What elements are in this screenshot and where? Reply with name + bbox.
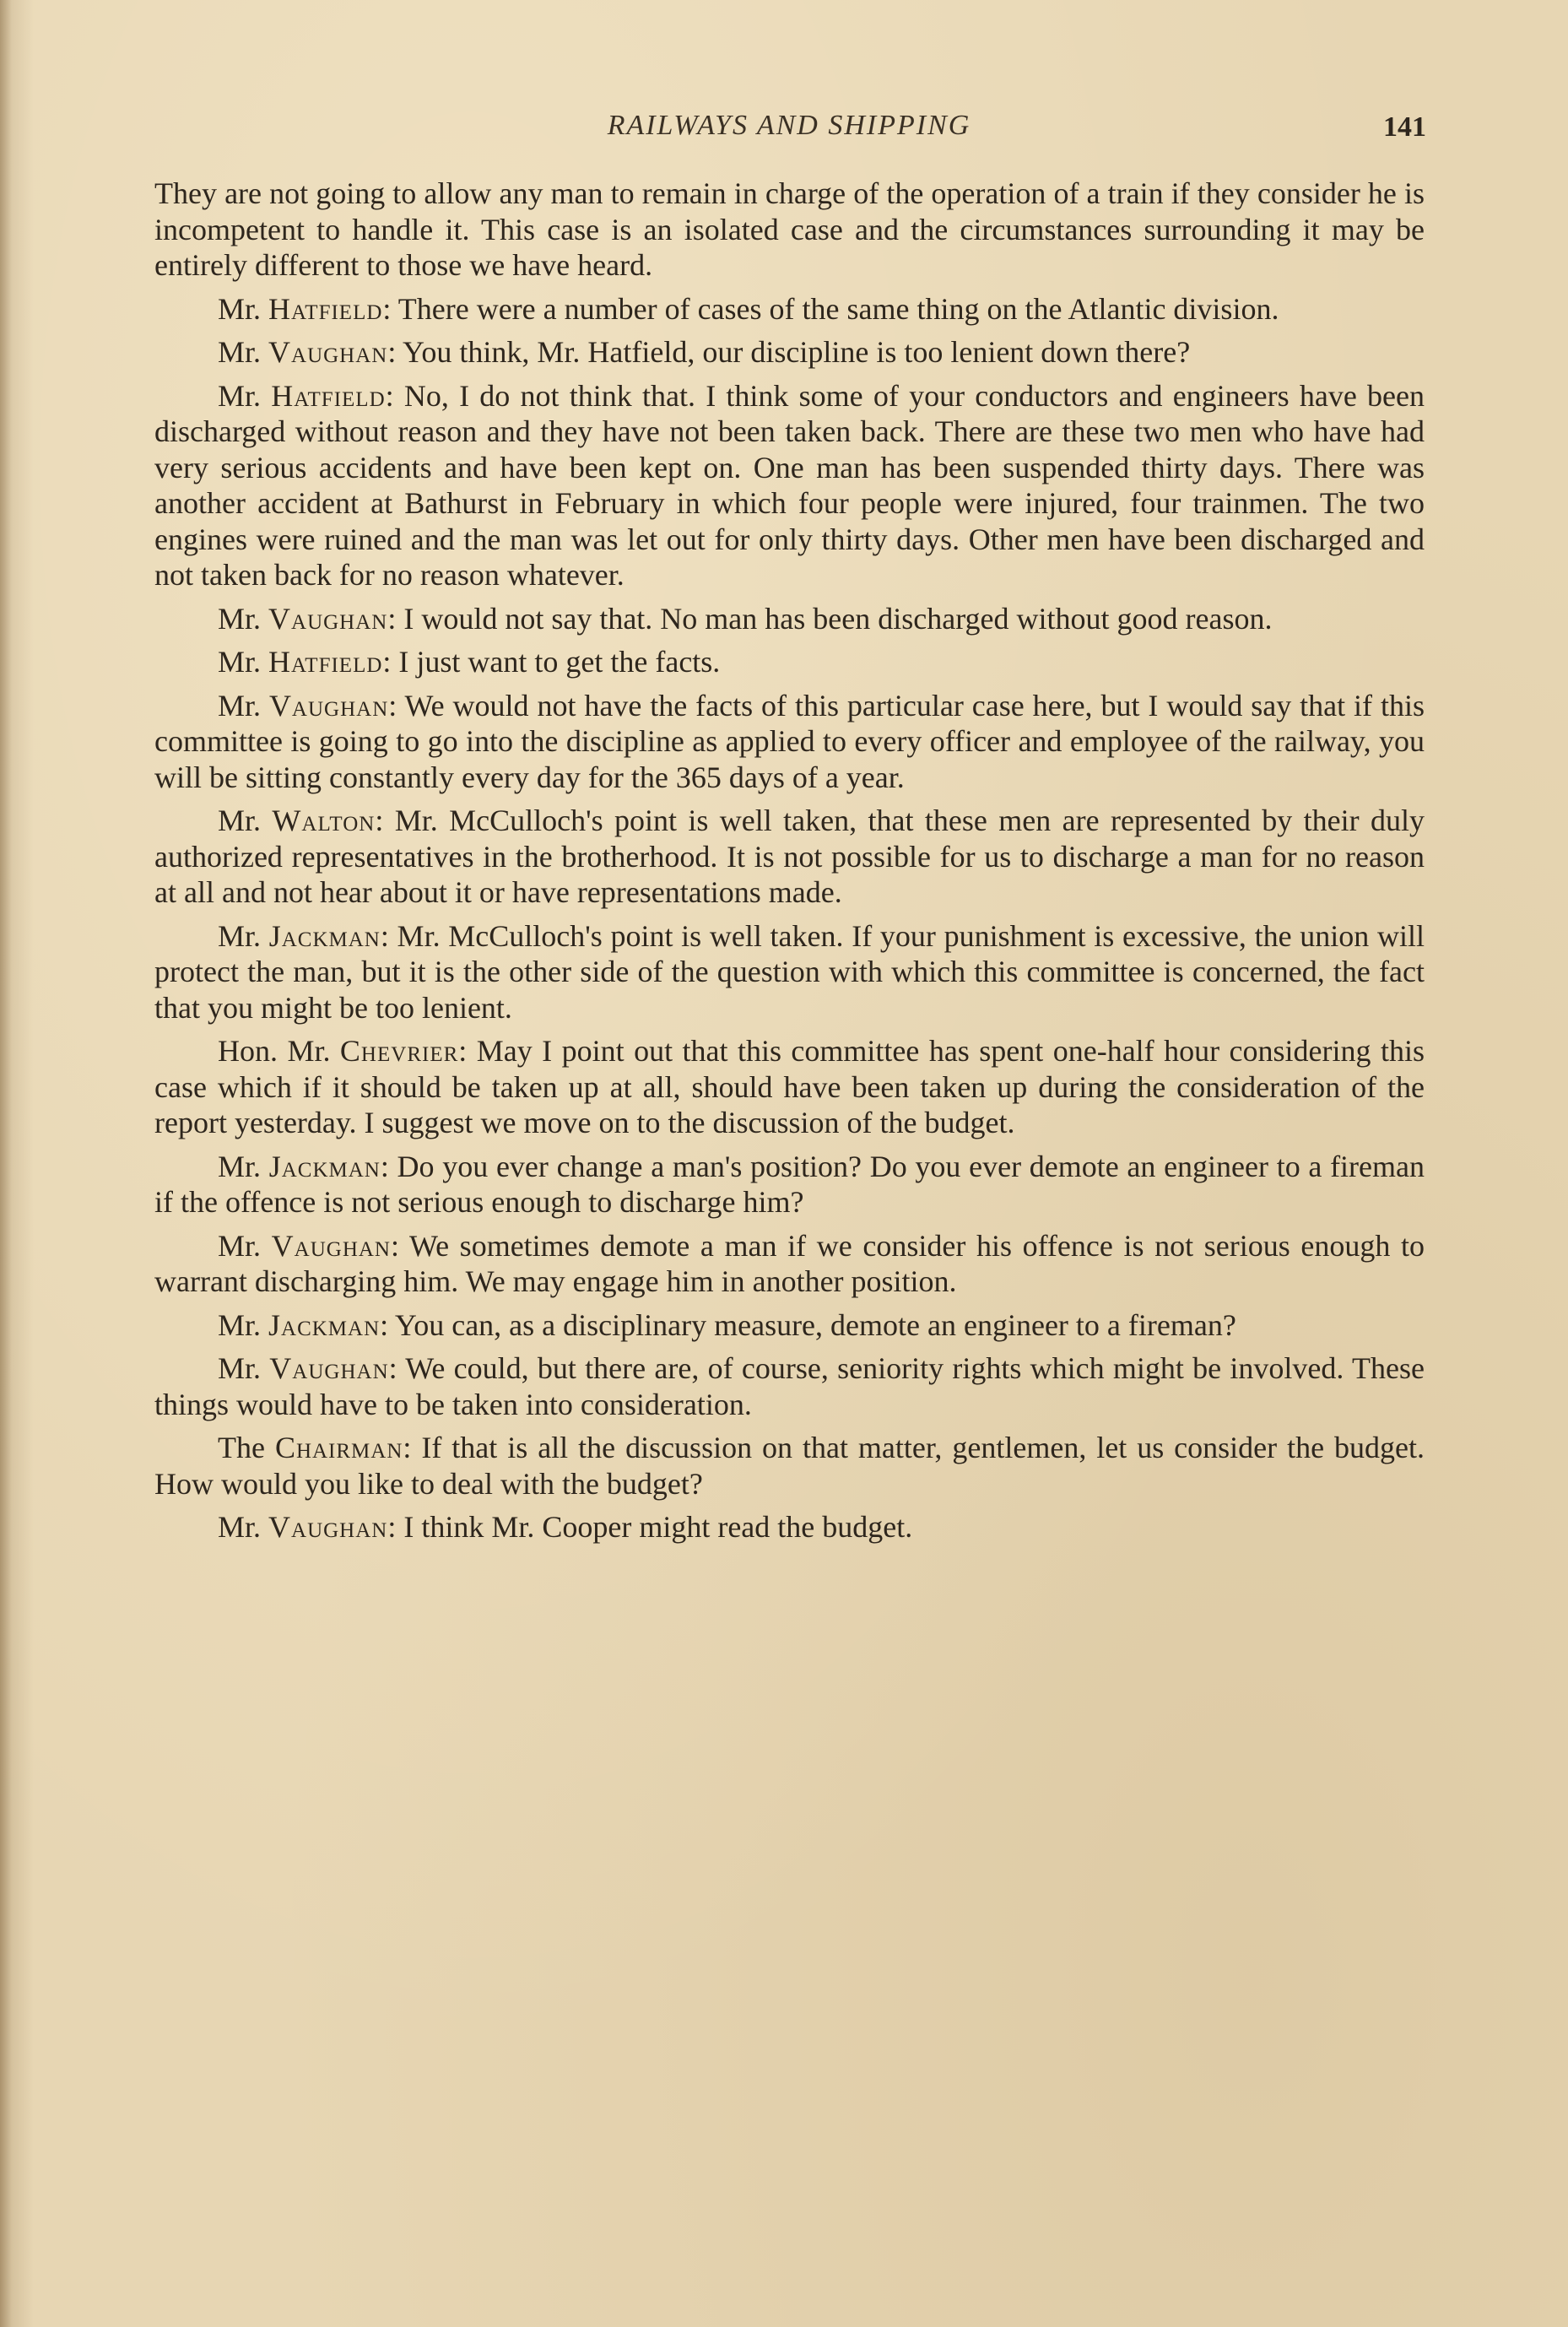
paragraph-text: : We would not have the facts of this particular case here, but I would say that if this committee is going to go into the discipline as applied to every officer and employee of the railway, you will be sitting constantly every day for the 365 days of a year. xyxy=(154,688,1425,794)
body-text xyxy=(154,176,1425,1553)
paragraph-text: They are not going to allow any man to remain in charge of the operation of a train if they consider he is incompetent to handle it. This case is an isolated case and the circumstances surrounding it may be entirely different to those we have heard. xyxy=(154,176,1425,282)
speaker-prefix: Mr. xyxy=(218,804,273,837)
speaker-name: Vaughan xyxy=(268,601,388,636)
paragraph-text: : I would not say that. No man has been discharged without good reason. xyxy=(387,601,1273,636)
speaker-name: Hatfield xyxy=(268,645,383,679)
paragraph xyxy=(154,1228,1425,1300)
paragraph-text: : There were a number of cases of the same thing on the Atlantic division. xyxy=(382,291,1279,326)
speaker-prefix: Mr. xyxy=(218,688,269,722)
paragraph xyxy=(154,601,1425,637)
speaker-prefix: Hon. Mr. xyxy=(218,1034,340,1068)
speaker-prefix: Mr. xyxy=(218,1228,272,1263)
speaker-name: Vaughan xyxy=(269,1351,389,1385)
paragraph xyxy=(154,1033,1425,1141)
speaker-name: Vaughan xyxy=(271,1228,391,1263)
speaker-name: Jackman xyxy=(268,1307,381,1342)
speaker-prefix: Mr. xyxy=(218,378,272,413)
paragraph xyxy=(154,291,1425,327)
paragraph xyxy=(154,688,1425,796)
paragraph-text: : You think, Mr. Hatfield, our discipline is too lenient down there? xyxy=(387,335,1191,369)
paragraph-text: : Do you ever change a man's position? Do you ever demote an engineer to a fireman if the offence is not serious enough to discharge him? xyxy=(154,1149,1425,1219)
paragraph xyxy=(154,644,1425,680)
speaker-prefix: Mr. xyxy=(218,1351,270,1385)
speaker-prefix: Mr. xyxy=(218,1307,269,1342)
speaker-name: Vaughan xyxy=(268,335,388,369)
paragraph xyxy=(154,1430,1425,1502)
speaker-name: Vaughan xyxy=(268,688,389,722)
running-title: RAILWAYS AND SHIPPING xyxy=(607,110,971,141)
speaker-name: Chevrier xyxy=(339,1034,459,1068)
paragraph xyxy=(154,176,1425,284)
paragraph xyxy=(154,1350,1425,1422)
paragraph-text: : If that is all the discussion on that matter, gentlemen, let us consider the budget. How would you like to deal with the budget? xyxy=(154,1431,1425,1501)
paragraph-text: : We sometimes demote a man if we consider his offence is not serious enough to warrant discharging him. We may engage him in another position. xyxy=(154,1228,1425,1298)
speaker-prefix: Mr. xyxy=(218,1149,269,1183)
speaker-prefix: Mr. xyxy=(218,335,269,369)
speaker-name: Vaughan xyxy=(268,1510,388,1544)
paragraph xyxy=(154,803,1425,911)
speaker-prefix: Mr. xyxy=(218,601,269,636)
paragraph-text: : May I point out that this committee has spent one-half hour considering this case which if it should be taken up at all, should have been taken up during the consideration of the report yesterday. I suggest we move on to the discussion of the budget. xyxy=(154,1034,1425,1139)
paragraph xyxy=(154,918,1425,1026)
speaker-name: Walton xyxy=(272,804,376,837)
speaker-prefix: Mr. xyxy=(218,1510,269,1544)
paragraph-text: : Mr. McCulloch's point is well taken. If your punishment is excessive, the union will protect the man, but it is the other side of the question with which this committee is concerned, the fact that you might be too lenient. xyxy=(154,918,1425,1025)
paragraph-text: : You can, as a disciplinary measure, demote an engineer to a fireman? xyxy=(380,1307,1236,1342)
speaker-name: Jackman xyxy=(268,1149,381,1183)
paragraph xyxy=(154,1307,1425,1344)
paragraph xyxy=(154,378,1425,593)
paragraph-text: : I just want to get the facts. xyxy=(382,645,721,679)
page-number: 141 xyxy=(1383,111,1426,143)
running-header xyxy=(152,110,1426,160)
speaker-name: Hatfield xyxy=(268,291,383,326)
paragraph xyxy=(154,1509,1425,1545)
paragraph xyxy=(154,1149,1425,1220)
speaker-prefix: Mr. xyxy=(218,918,269,953)
paragraph-text: : No, I do not think that. I think some of your conductors and engineers have been discharged without reason and they have not been taken back. There are these two men who have had very serious accidents and have been kept on. One man has been suspended thirty days. There was another accident at Bathurst in February in which four people were injured, four trainmen. The two engines were ruined and the man was let out for only thirty days. Other men have been discharged and not taken back for no reason whatever. xyxy=(154,378,1425,592)
page-binding-edge xyxy=(0,0,12,2327)
speaker-name: Jackman xyxy=(268,918,381,953)
speaker-prefix: The xyxy=(218,1431,275,1464)
speaker-prefix: Mr. xyxy=(218,645,269,679)
paragraph xyxy=(154,334,1425,371)
paragraph-text: : We could, but there are, of course, seniority rights which might be involved. These things would have to be taken into consideration. xyxy=(154,1351,1425,1421)
speaker-name: Chairman xyxy=(274,1431,403,1464)
paragraph-text: : I think Mr. Cooper might read the budget. xyxy=(387,1510,913,1544)
speaker-prefix: Mr. xyxy=(218,291,269,326)
paragraph-text: : Mr. McCulloch's point is well taken, that these men are represented by their duly authorized representatives in the brotherhood. It is not possible for us to discharge a man for no reason at all and not hear about it or have representations made. xyxy=(154,804,1425,909)
speaker-name: Hatfield xyxy=(271,378,386,413)
